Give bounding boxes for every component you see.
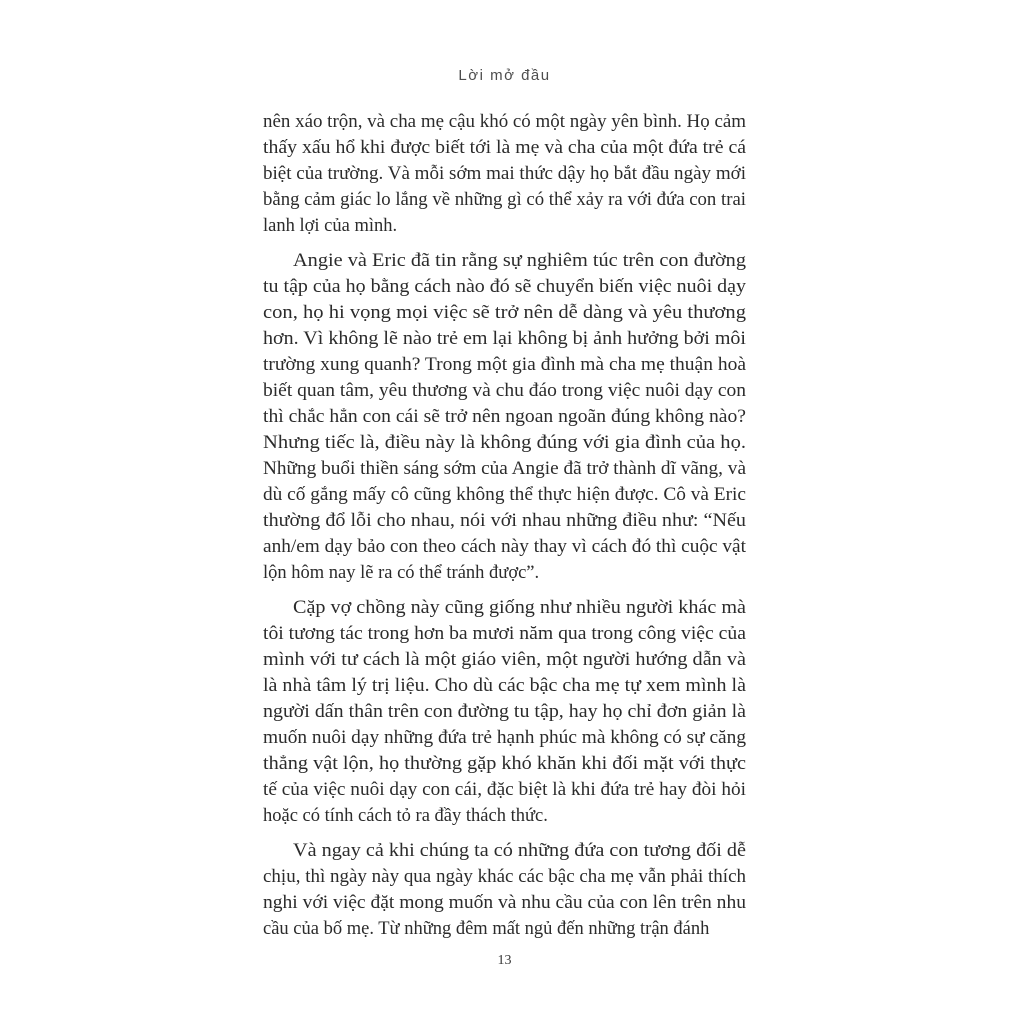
text-line-content: hơn. Vì không lẽ nào trẻ em lại không bị ảnh hưởng bởi môi [263,329,746,349]
text-line-content: Angie và Eric đã tin rằng sự nghiêm túc trên con đường [293,251,746,271]
text-line [263,300,746,326]
text-line [263,482,746,508]
text-line [263,838,746,864]
text-line [263,595,746,621]
text-line-content: lộn hôm nay lẽ ra có thể tránh được”. [263,563,540,583]
text-line [263,534,746,560]
text-line [263,699,746,725]
text-line-content: Nhưng tiếc là, điều này là không đúng với gia đình của họ. [263,433,746,453]
text-line-content: thấy xấu hổ khi được biết tới là mẹ và cha của một đứa trẻ cá [263,138,746,158]
text-line-content: mình với tư cách là một giáo viên, một người hướng dẫn và [263,650,746,670]
text-line [263,187,746,213]
text-line-content: dù cố gắng mấy cô cũng không thể thực hiện được. Cô và Eric [263,485,746,505]
text-line [263,560,746,586]
text-line-content: Và ngay cả khi chúng ta có những đứa con tương đối dễ [293,841,746,861]
text-line-content: tu tập của họ bằng cách nào đó sẽ chuyển biến việc nuôi dạy [263,277,746,297]
paragraph [263,109,746,239]
text-line [263,621,746,647]
text-line [263,673,746,699]
text-line [263,456,746,482]
text-line [263,404,746,430]
text-line-content: muốn nuôi dạy những đứa trẻ hạnh phúc mà không có sự căng [263,728,746,748]
text-line [263,378,746,404]
text-line-content: Những buổi thiền sáng sớm của Angie đã trở thành dĩ vãng, và [263,459,746,479]
paragraph [263,838,746,942]
text-line-content: thường đổ lỗi cho nhau, nói với nhau những điều như: “Nếu [263,511,746,531]
text-line [263,890,746,916]
text-line [263,725,746,751]
text-line-content: chịu, thì ngày này qua ngày khác các bậc cha mẹ vẫn phải thích [263,867,746,887]
text-line [263,326,746,352]
text-line-content: biệt của trường. Và mỗi sớm mai thức dậy họ bắt đầu ngày mới [263,164,746,184]
text-line [263,508,746,534]
text-line [263,135,746,161]
text-line-content: thẳng vật lộn, họ thường gặp khó khăn khi đối mặt với thực [263,754,746,774]
text-line-content: hoặc có tính cách tỏ ra đầy thách thức. [263,806,548,826]
text-line-content: trường xung quanh? Trong một gia đình mà cha mẹ thuận hoà [263,355,746,375]
text-line-content: tế của việc nuôi dạy con cái, đặc biệt là khi đứa trẻ hay đòi hỏi [263,780,746,800]
text-line [263,274,746,300]
text-line-content: tôi tương tác trong hơn ba mươi năm qua trong công việc của [263,624,746,644]
text-line-content: nghi với việc đặt mong muốn và nhu cầu của con lên trên nhu [263,893,746,913]
text-line [263,248,746,274]
paragraph [263,595,746,829]
text-line-content: biết quan tâm, yêu thương và chu đáo trong việc nuôi dạy con [263,381,746,401]
text-line-content: là nhà tâm lý trị liệu. Cho dù các bậc cha mẹ tự xem mình là [263,676,746,696]
text-line [263,803,746,829]
text-line-content: anh/em dạy bảo con theo cách này thay vì cách đó thì cuộc vật [263,537,746,557]
text-line-content: Cặp vợ chồng này cũng giống như nhiều người khác mà [293,598,746,618]
paragraph [263,248,746,586]
text-line [263,430,746,456]
text-line [263,777,746,803]
text-line [263,213,746,239]
text-line-content: cầu của bố mẹ. Từ những đêm mất ngủ đến những trận đánh [263,919,710,939]
text-line [263,352,746,378]
text-line-content: con, họ hi vọng mọi việc sẽ trở nên dễ dàng và yêu thương [263,303,746,323]
text-line [263,864,746,890]
chapter-header: Lời mở đầu [458,67,551,84]
text-line [263,751,746,777]
text-line-content: thì chắc hẳn con cái sẽ trở nên ngoan ngoãn đúng không nào? [263,407,746,427]
page-number: 13 [497,953,512,968]
text-line [263,647,746,673]
text-line-content: nên xáo trộn, và cha mẹ cậu khó có một ngày yên bình. Họ cảm [263,112,746,132]
text-line [263,916,746,942]
text-line [263,109,746,135]
text-line-content: người dấn thân trên con đường tu tập, hay họ chỉ đơn giản là [263,702,746,722]
text-line [263,161,746,187]
text-column [263,109,746,951]
text-line-content: bằng cảm giác lo lắng về những gì có thể xảy ra với đứa con trai [263,190,746,210]
text-line-content: lanh lợi của mình. [263,216,398,236]
